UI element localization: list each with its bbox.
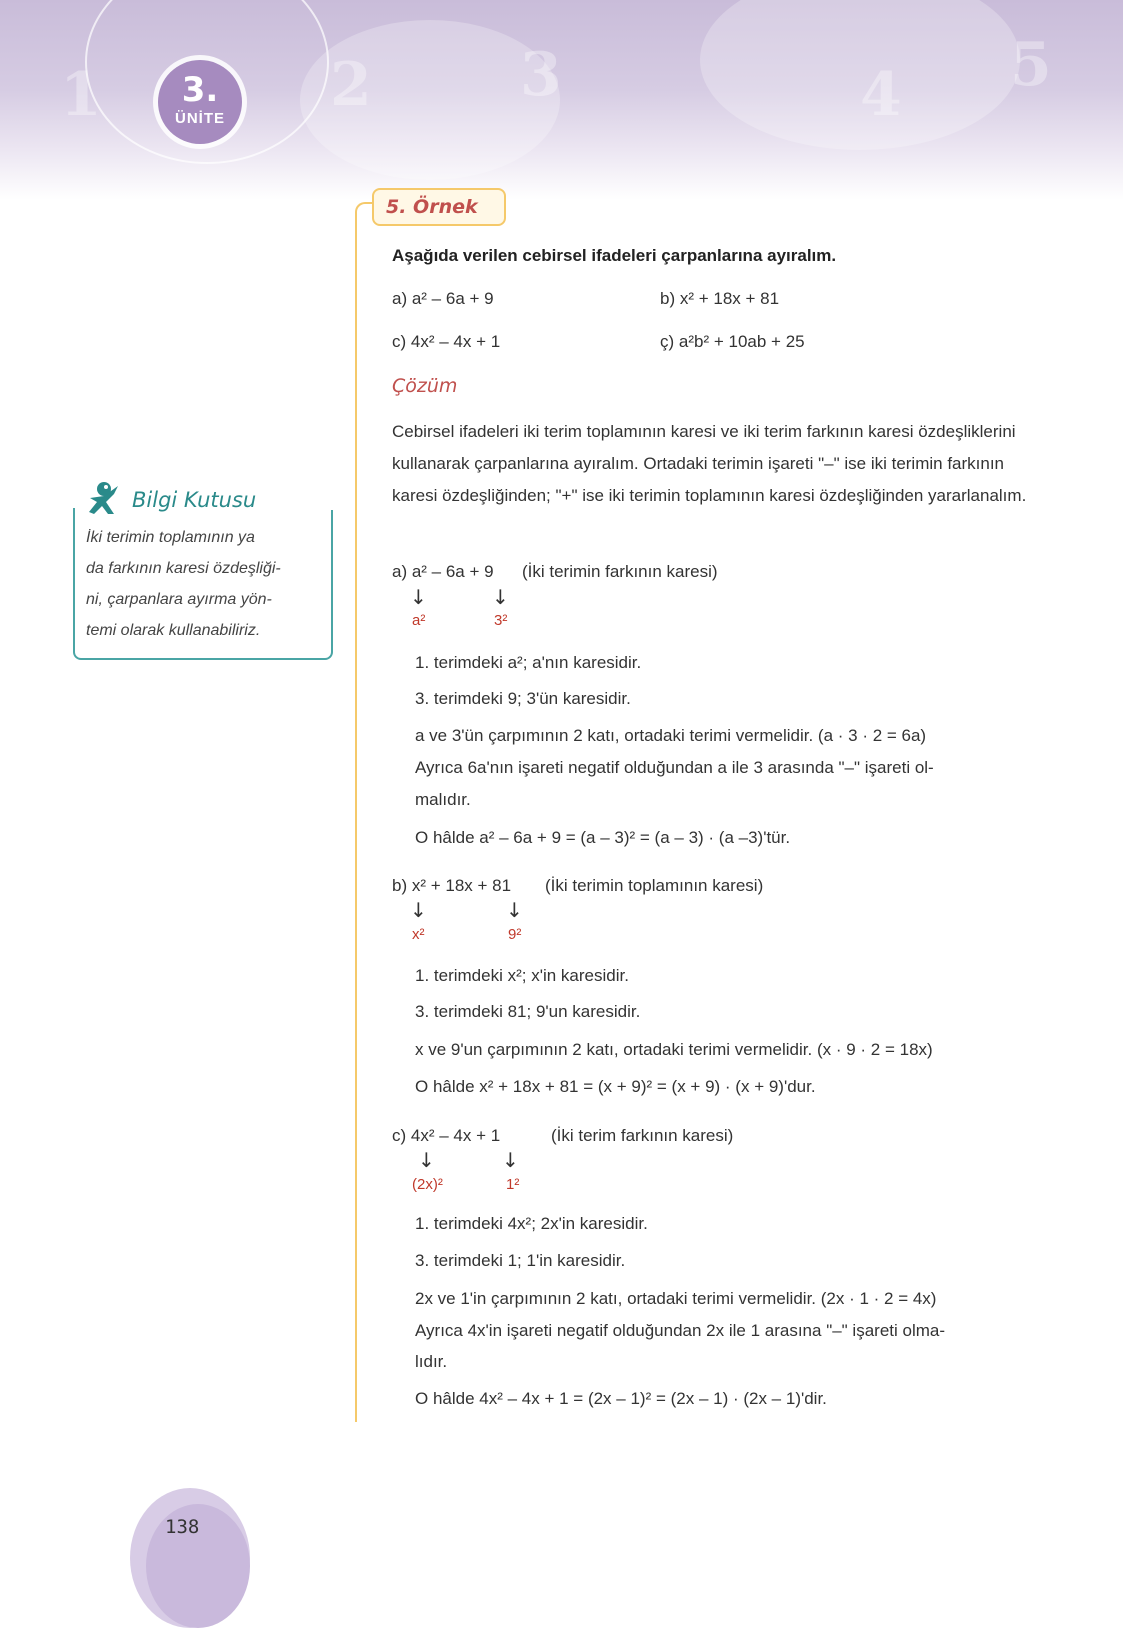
part-c-line6: O hâlde 4x² – 4x + 1 = (2x – 1)² = (2x – 1) · (2x – 1)'dir. <box>415 1389 827 1408</box>
problem-d-label: ç) <box>660 332 679 351</box>
arrow-down-icon: ↓ <box>410 585 427 609</box>
part-c-line1: 1. terimdeki 4x²; 2x'in karesidir. <box>415 1214 648 1233</box>
decor-digit: 1 <box>60 60 102 130</box>
page-number: 138 <box>165 1516 200 1538</box>
arrow-down-icon: ↓ <box>502 1148 519 1172</box>
part-b-heading: b) x² + 18x + 81 <box>392 876 512 895</box>
part-c-term3: 1² <box>506 1176 520 1193</box>
part-b-line2: 3. terimdeki 81; 9'un karesidir. <box>415 1002 641 1021</box>
part-a-line5: malıdır. <box>415 790 471 809</box>
problem-b-expr: x² + 18x + 81 <box>679 289 780 308</box>
part-c-line3: 2x ve 1'in çarpımının 2 katı, ortadaki terimi vermelidir. (2x · 1 · 2 = 4x) <box>415 1289 937 1308</box>
problem-c <box>392 332 500 352</box>
mascot-icon <box>84 480 128 516</box>
part-c-line4: Ayrıca 4x'in işareti negatif olduğundan 2x ile 1 arasına "–" işareti olma- <box>415 1321 946 1340</box>
solution-intro: Cebirsel ifadeleri iki terim toplamının karesi ve iki terim farkının karesi özdeşliklerini kullanarak çarpanlarına ayıralım. Ortadaki terimin işareti "–" ise iki terimin farkının karesi özdeşliğinden; "+" ise iki terimin toplamının karesi özdeşliğinden yararlanalım. <box>392 422 1027 505</box>
part-b-note: (İki terimin toplamının karesi) <box>545 876 764 895</box>
part-b-line3: x ve 9'un çarpımının 2 katı, ortadaki terimi vermelidir. (x · 9 · 2 = 18x) <box>415 1040 933 1059</box>
decor-digit: 3 <box>520 40 562 110</box>
problem-d-expr: a²b² + 10ab + 25 <box>678 332 805 351</box>
solution-title: Çözüm <box>392 375 458 397</box>
part-b-line1: 1. terimdeki x²; x'in karesidir. <box>415 966 629 985</box>
part-a-note: (İki terimin farkının karesi) <box>522 562 718 581</box>
part-a-line4: Ayrıca 6a'nın işareti negatif olduğundan a ile 3 arasında "–" işareti ol- <box>415 758 934 777</box>
part-a-term3: 3² <box>494 612 508 629</box>
info-box-line: ni, çarpanlara ayırma yön- <box>86 591 272 608</box>
info-box-title: Bilgi Kutusu <box>132 488 257 512</box>
problem-c-expr: 4x² – 4x + 1 <box>410 332 501 351</box>
part-a-heading: a) a² – 6a + 9 <box>392 562 494 581</box>
part-b-line4: O hâlde x² + 18x + 81 = (x + 9)² = (x + 9) · (x + 9)'dur. <box>415 1077 816 1096</box>
part-c-term1: (2x)² <box>412 1176 443 1193</box>
info-box-text <box>86 522 326 646</box>
problem-c-label: c) <box>392 332 411 351</box>
example-prompt: Aşağıda verilen cebirsel ifadeleri çarpanlarına ayıralım. <box>392 246 837 265</box>
info-box-line: da farkının karesi özdeşliği- <box>86 560 281 577</box>
info-box-line: İki terimin toplamının ya <box>86 529 255 546</box>
unit-label: ÜNİTE <box>175 110 225 127</box>
decor-digit: 5 <box>1010 30 1052 100</box>
problem-a-label: a) <box>392 289 412 308</box>
part-a-line1: 1. terimdeki a²; a'nın karesidir. <box>415 653 642 672</box>
arrow-down-icon: ↓ <box>506 898 523 922</box>
part-a-line6: O hâlde a² – 6a + 9 = (a – 3)² = (a – 3) · (a –3)'tür. <box>415 828 791 847</box>
part-b-term3: 9² <box>508 926 522 943</box>
problem-b <box>660 289 779 309</box>
problem-a-expr: a² – 6a + 9 <box>411 289 494 308</box>
part-c-note: (İki terim farkının karesi) <box>551 1126 734 1145</box>
part-c-line5: lıdır. <box>415 1352 448 1371</box>
part-a-line2: 3. terimdeki 9; 3'ün karesidir. <box>415 689 631 708</box>
part-b-term1: x² <box>412 926 425 943</box>
info-box-line: temi olarak kullanabiliriz. <box>86 622 261 639</box>
arrow-down-icon: ↓ <box>418 1148 435 1172</box>
part-a-term1: a² <box>412 612 426 629</box>
page-number-tab <box>130 1488 250 1628</box>
part-c-line2: 3. terimdeki 1; 1'in karesidir. <box>415 1251 626 1270</box>
example-vertical-rule <box>355 212 357 1422</box>
info-box-corner <box>73 508 75 518</box>
problem-a <box>392 289 494 309</box>
problem-d <box>660 332 805 352</box>
decor-digit: 4 <box>860 60 902 130</box>
part-a-line3: a ve 3'ün çarpımının 2 katı, ortadaki terimi vermelidir. (a · 3 · 2 = 6a) <box>415 726 927 745</box>
arrow-down-icon: ↓ <box>410 898 427 922</box>
decor-digit: 2 <box>330 50 372 120</box>
example-title: 5. Örnek <box>372 188 506 226</box>
unit-badge <box>158 60 242 144</box>
example-hook <box>355 202 373 216</box>
arrow-down-icon: ↓ <box>492 585 509 609</box>
unit-number: 3. <box>181 70 219 110</box>
problem-b-label: b) <box>660 289 680 308</box>
part-c-heading: c) 4x² – 4x + 1 <box>392 1126 501 1145</box>
